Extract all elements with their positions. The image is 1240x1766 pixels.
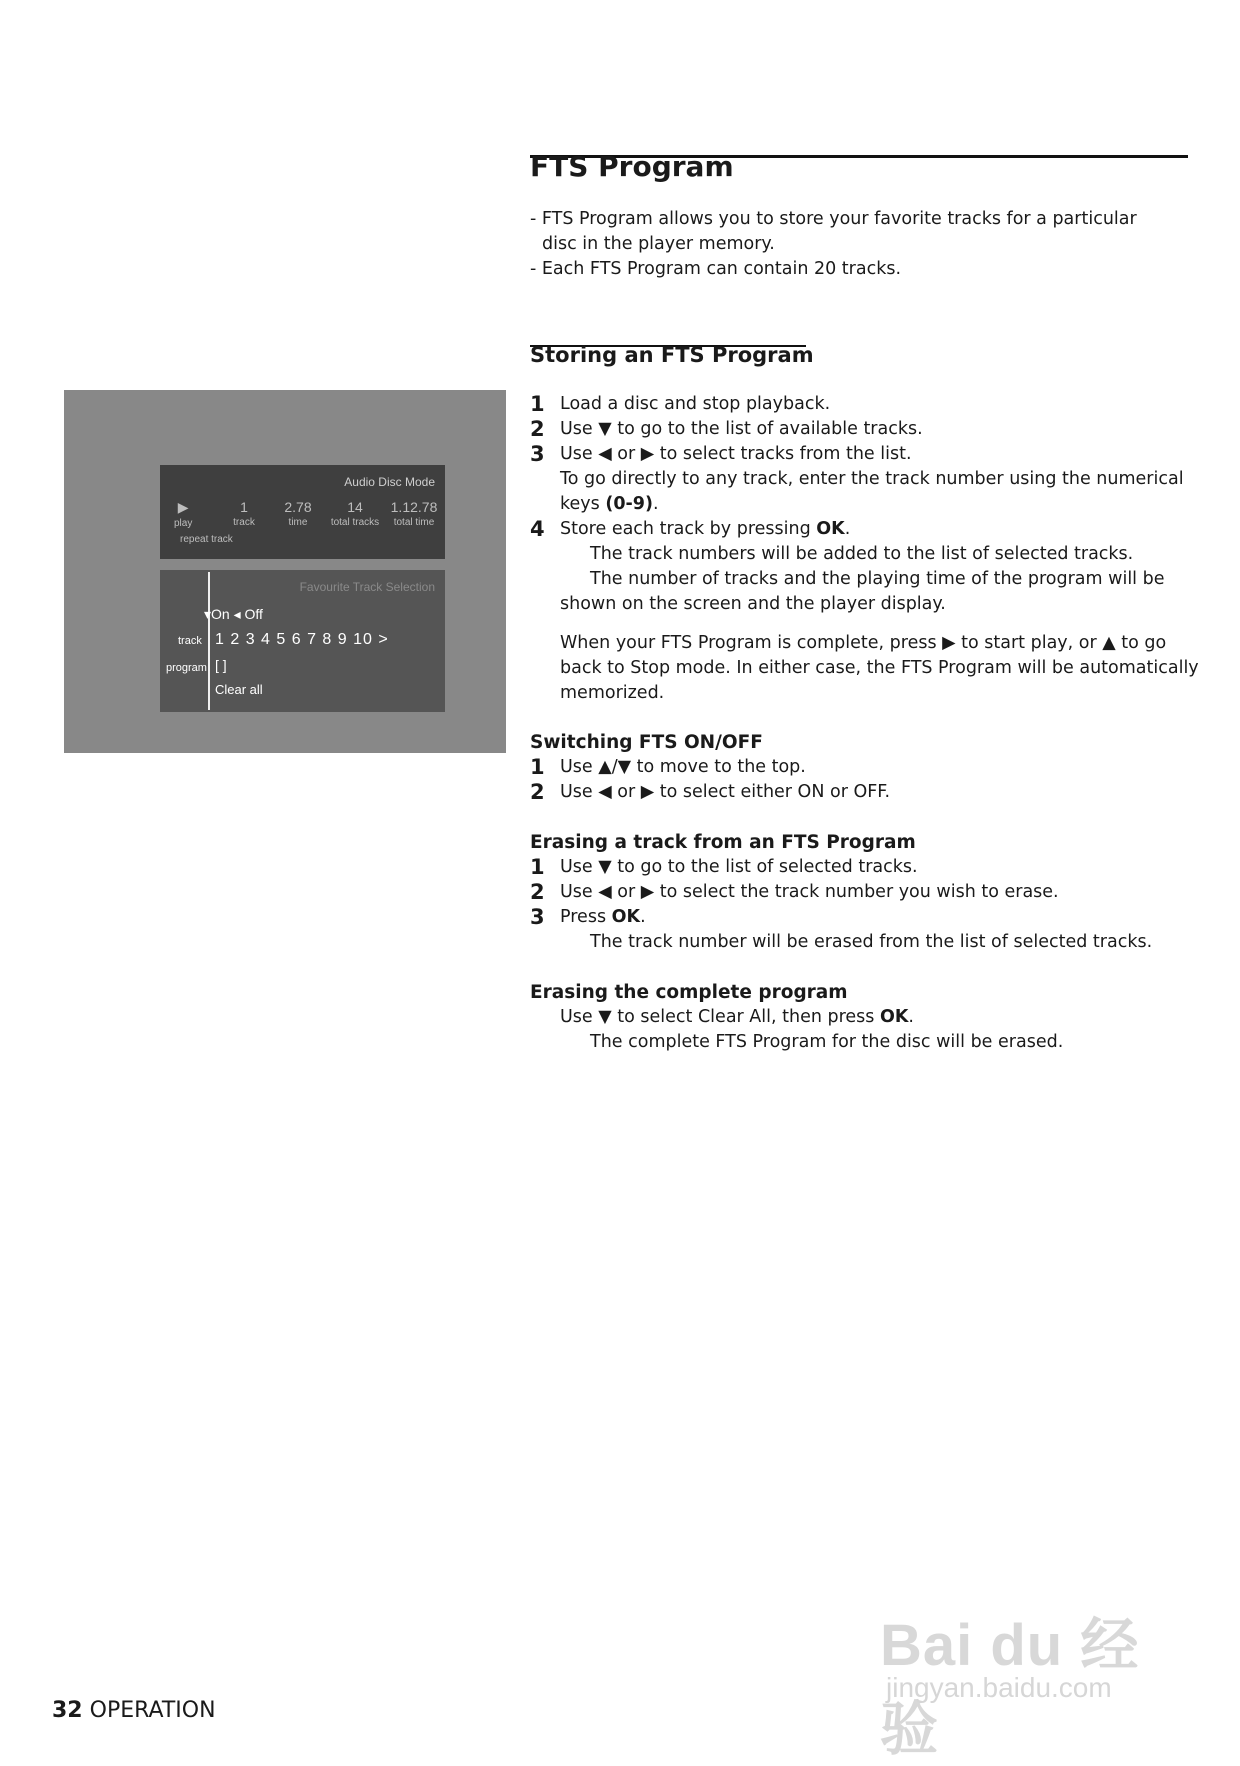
- page-number: 32: [52, 1698, 83, 1723]
- stat-label: total tracks: [330, 517, 380, 528]
- stat-value: 14: [347, 499, 363, 515]
- step-number: 2: [530, 417, 545, 441]
- complete-text: When your FTS Program is complete, press ▶ to start play, or ▲ to go: [560, 633, 1167, 653]
- instruction-text: Use ▼ to select Clear All, then press: [560, 1007, 880, 1027]
- clear-all-button[interactable]: Clear all: [215, 682, 263, 697]
- ok-key: OK: [611, 907, 641, 927]
- total-time-stat: [384, 499, 444, 528]
- step-text: Use ◀ or ▶ to select the track number you wish to erase.: [560, 882, 1059, 902]
- stat-label: track: [233, 517, 255, 528]
- step-text-part: .: [844, 519, 851, 539]
- step-number: 1: [530, 392, 545, 416]
- step: [530, 392, 1190, 417]
- program-list[interactable]: [ ]: [215, 657, 227, 673]
- step-number: 3: [530, 442, 545, 466]
- step-text: Use ▲/▼ to move to the top.: [560, 757, 806, 777]
- step-text-part: Store each track by pressing: [560, 519, 817, 539]
- on-off-toggle[interactable]: ▾On ◂ Off: [204, 606, 263, 622]
- switching-section: [530, 730, 1190, 805]
- tv-screen-illustration: [64, 390, 506, 753]
- stat-value: 1.12.78: [390, 499, 438, 515]
- storing-steps: [530, 392, 1199, 706]
- page-title: FTS Program: [530, 150, 734, 183]
- step: [530, 755, 1190, 780]
- step-note: The number of tracks and the playing time of the program will be: [590, 569, 1165, 589]
- stat-label: total time: [393, 517, 435, 528]
- step-number: 1: [530, 855, 545, 879]
- step: [530, 905, 1190, 930]
- page-footer: [52, 1698, 216, 1723]
- instruction-text: .: [908, 1007, 914, 1027]
- step: [530, 880, 1190, 905]
- ok-key: OK: [879, 1007, 909, 1027]
- ok-key: OK: [816, 519, 845, 539]
- step-note: To go directly to any track, enter the track number using the numerical: [560, 469, 1184, 489]
- program-row-label: program: [166, 662, 207, 674]
- watermark-url: jingyan.baidu.com: [886, 1672, 1112, 1703]
- step-number: 3: [530, 905, 545, 929]
- erasing-track-section: [530, 830, 1190, 955]
- stat-label: play: [174, 518, 193, 529]
- step-text-part: Press: [560, 907, 612, 927]
- watermark-brand: Bai du 经验: [880, 1613, 1140, 1762]
- step-note: shown on the screen and the player display.: [560, 594, 946, 614]
- section-name: OPERATION: [89, 1698, 216, 1723]
- stat-label: time: [288, 517, 308, 528]
- play-stat: [174, 499, 192, 529]
- track-list[interactable]: 1 2 3 4 5 6 7 8 9 10 >: [215, 631, 389, 648]
- step-number: 4: [530, 517, 545, 541]
- step-text: Use ◀ or ▶ to select tracks from the list.: [560, 444, 912, 464]
- step-text-part: .: [640, 907, 646, 927]
- key-range: (0-9): [605, 494, 653, 514]
- step-note: The track numbers will be added to the list of selected tracks.: [590, 544, 1134, 564]
- step: [530, 517, 1190, 542]
- intro-line: - Each FTS Program can contain 20 tracks.: [530, 259, 902, 279]
- step-note: The track number will be erased from the list of selected tracks.: [590, 932, 1153, 952]
- intro-text: [530, 207, 1170, 282]
- time-stat: [273, 499, 323, 528]
- baidu-watermark: [880, 1580, 1180, 1762]
- storing-heading: Storing an FTS Program: [530, 343, 814, 367]
- stat-value: 1: [240, 499, 248, 515]
- erasing-track-heading: Erasing a track from an FTS Program: [530, 832, 916, 853]
- step: [530, 417, 1190, 442]
- stat-value: 2.78: [284, 499, 312, 515]
- note-text: .: [652, 494, 659, 514]
- step-number: 2: [530, 780, 545, 804]
- step-text: Load a disc and stop playback.: [560, 394, 831, 414]
- switching-heading: Switching FTS ON/OFF: [530, 732, 763, 753]
- favourite-track-panel: [160, 570, 445, 712]
- intro-line: disc in the player memory.: [542, 234, 775, 254]
- step-number: 2: [530, 880, 545, 904]
- step-number: 1: [530, 755, 545, 779]
- step-text: [560, 517, 1190, 542]
- complete-text: back to Stop mode. In either case, the FTS Program will be automatically: [560, 658, 1199, 678]
- play-icon: ▶: [177, 499, 189, 515]
- divider-line: [208, 572, 210, 710]
- step-note: The complete FTS Program for the disc will be erased.: [590, 1032, 1064, 1052]
- step: [530, 780, 1190, 805]
- erasing-all-heading: Erasing the complete program: [530, 982, 848, 1003]
- instruction-line: [530, 1005, 1190, 1030]
- track-row-label: track: [178, 635, 202, 647]
- total-tracks-stat: [320, 499, 390, 528]
- step: [530, 855, 1190, 880]
- intro-line: - FTS Program allows you to store your favorite tracks for a particular: [530, 209, 1137, 229]
- audio-disc-panel: [160, 465, 445, 559]
- note-text: keys: [560, 494, 606, 514]
- panel-title: Audio Disc Mode: [344, 475, 435, 489]
- step-text: [560, 905, 1190, 930]
- repeat-label: repeat track: [180, 534, 233, 545]
- track-stat: [224, 499, 264, 528]
- erasing-all-section: [530, 980, 1190, 1055]
- step: [530, 442, 1190, 467]
- complete-text: memorized.: [560, 683, 665, 703]
- step-text: Use ▼ to go to the list of available tracks.: [560, 419, 923, 439]
- step-text: Use ◀ or ▶ to select either ON or OFF.: [560, 782, 891, 802]
- panel-title: Favourite Track Selection: [299, 580, 435, 594]
- step-text: Use ▼ to go to the list of selected tracks.: [560, 857, 918, 877]
- step-note: [530, 492, 1190, 517]
